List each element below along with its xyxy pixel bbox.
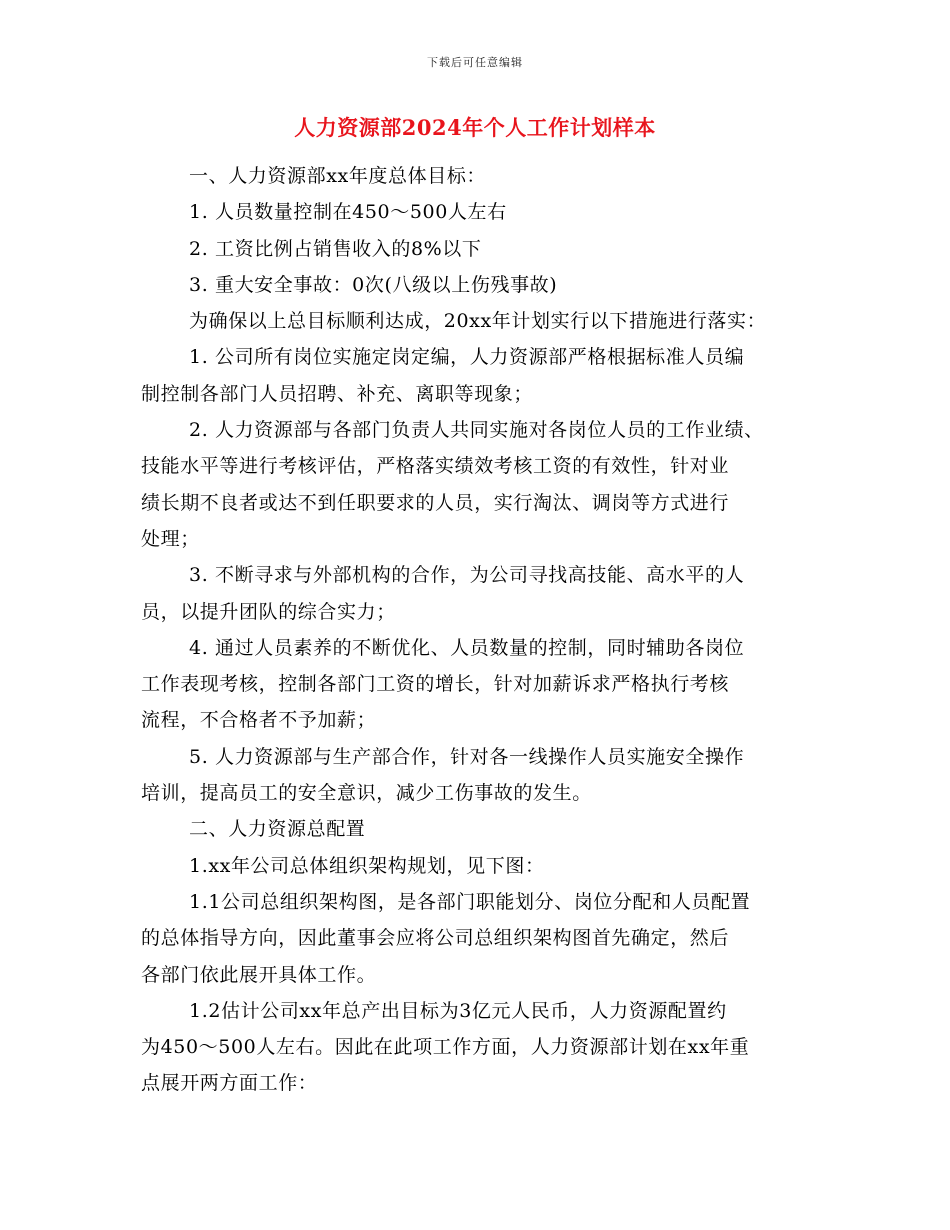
body-line: 的总体指导方向，因此董事会应将公司总组织架构图首先确定，然后 xyxy=(141,927,730,950)
body-line: 一、人力资源部xx年度总体目标： xyxy=(189,165,487,187)
document-title: 人力资源部2024年个人工作计划样本 xyxy=(294,115,656,140)
body-line: 2. 工资比例占销售收入的8%以下 xyxy=(189,237,482,260)
body-line: 培训，提高员工的安全意识，减少工伤事故的发生。 xyxy=(141,782,592,805)
document-body xyxy=(141,158,813,1102)
body-line: 技能水平等进行考核评估，严格落实绩效考核工资的有效性，针对业 xyxy=(141,455,730,478)
body-line: 工作表现考核，控制各部门工资的增长，针对加薪诉求严格执行考核 xyxy=(141,673,730,696)
body-line: 1. 人员数量控制在450～500人左右 xyxy=(189,201,507,224)
body-line: 3. 不断寻求与外部机构的合作，为公司寻找高技能、高水平的人 xyxy=(189,564,745,587)
header-note: 下载后可任意编辑 xyxy=(427,56,523,69)
body-line: 2. 人力资源部与各部门负责人共同实施对各岗位人员的工作业绩、 xyxy=(189,419,764,442)
body-line: 3. 重大安全事故：0次(八级以上伤残事故) xyxy=(189,273,558,296)
body-line: 流程，不合格者不予加薪； xyxy=(141,709,377,732)
body-line: 1.xx年公司总体组织架构规划，见下图： xyxy=(189,854,545,877)
body-line: 4. 通过人员素养的不断优化、人员数量的控制，同时辅助各岗位 xyxy=(189,636,745,659)
body-line: 制控制各部门人员招聘、补充、离职等现象； xyxy=(141,382,534,405)
body-line: 二、人力资源总配置 xyxy=(189,818,366,841)
body-line: 5. 人力资源部与生产部合作，针对各一线操作人员实施安全操作 xyxy=(189,745,745,768)
body-line: 为450～500人左右。因此在此项工作方面，人力资源部计划在xx年重 xyxy=(141,1036,750,1059)
body-line: 各部门依此展开具体工作。 xyxy=(141,963,377,986)
body-line: 为确保以上总目标顺利达成，20xx年计划实行以下措施进行落实： xyxy=(189,310,767,333)
body-line: 员，以提升团队的综合实力； xyxy=(141,600,396,623)
body-line: 点展开两方面工作： xyxy=(141,1072,318,1095)
body-line: 处理； xyxy=(141,527,200,550)
body-line: 1.1公司总组织架构图，是各部门职能划分、岗位分配和人员配置 xyxy=(189,890,751,913)
body-line: 1.2估计公司xx年总产出目标为3亿元人民币，人力资源配置约 xyxy=(189,999,727,1022)
body-line: 绩长期不良者或达不到任职要求的人员，实行淘汰、调岗等方式进行 xyxy=(141,491,730,514)
body-line: 1. 公司所有岗位实施定岗定编，人力资源部严格根据标准人员编 xyxy=(189,346,745,369)
